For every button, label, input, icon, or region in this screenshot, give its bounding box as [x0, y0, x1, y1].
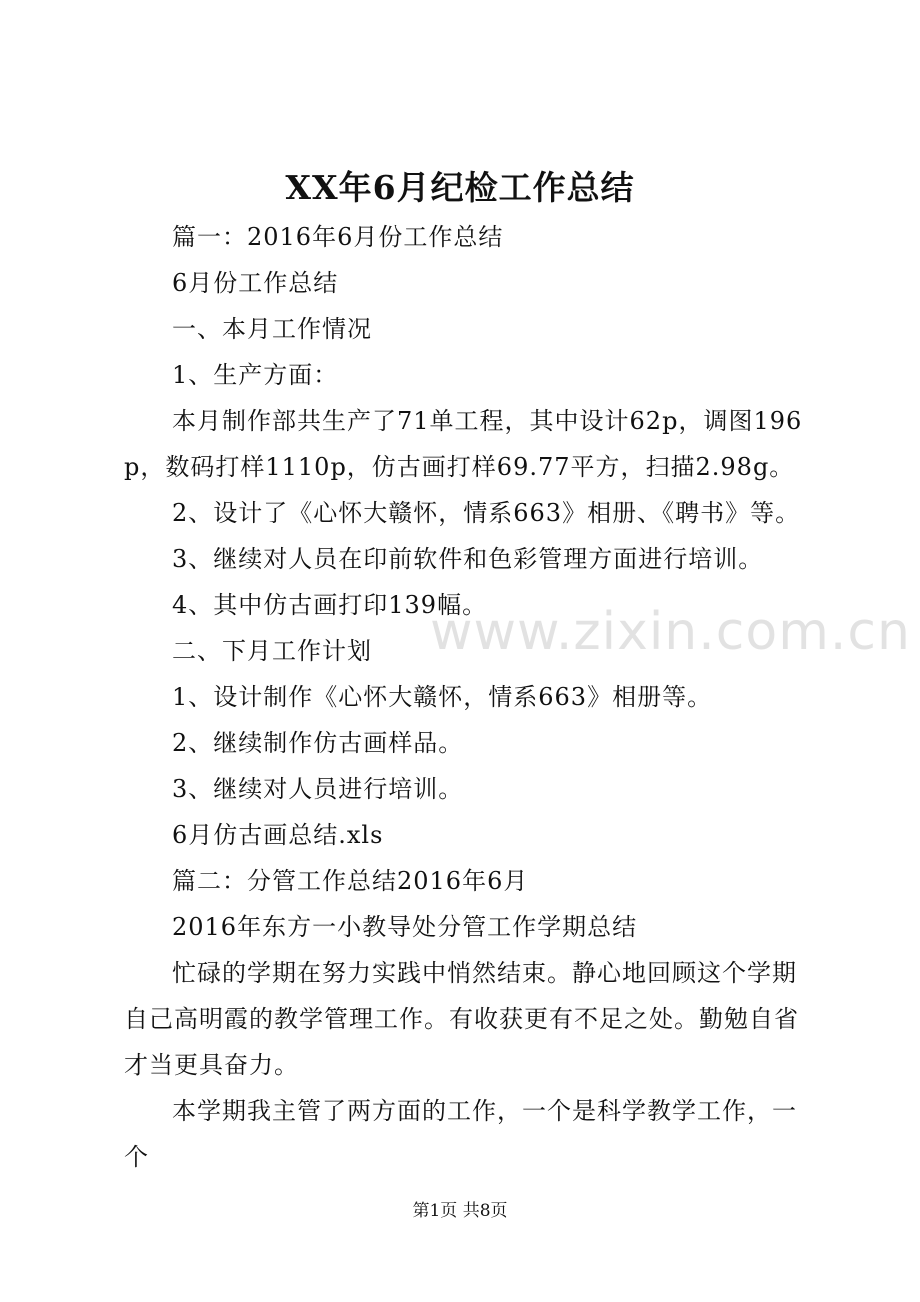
paragraph: 4、其中仿古画打印139幅。 — [172, 591, 488, 619]
page-footer: 第1页 共8页 — [412, 1201, 508, 1221]
document-body — [124, 214, 814, 1180]
paragraph: 一、本月工作情况 — [172, 315, 372, 343]
paragraph: 2、设计了《心怀大赣怀，情系663》相册、《聘书》等。 — [172, 499, 801, 527]
paragraph: 3、继续对人员进行培训。 — [172, 775, 464, 803]
paragraph: 6月仿古画总结.xls — [172, 821, 384, 849]
paragraph: 篇二：分管工作总结2016年6月 — [172, 867, 529, 895]
paragraph: 忙碌的学期在努力实践中悄然结束。静心地回顾这个学期自己高明霞的教学管理工作。有收获更有不足之处。勤勉自省才当更具奋力。 — [124, 959, 799, 1079]
paragraph: 本学期我主管了两方面的工作，一个是科学教学工作，一个 — [124, 1097, 797, 1171]
paragraph: 2、继续制作仿古画样品。 — [172, 729, 464, 757]
paragraph: 1、生产方面： — [172, 361, 339, 389]
paragraph: 2016年东方一小教导处分管工作学期总结 — [172, 913, 638, 941]
document-title: XX年6月纪检工作总结 — [285, 168, 635, 207]
paragraph: 二、下月工作计划 — [172, 637, 372, 665]
watermark: www.zixin.com.cn — [430, 602, 911, 662]
paragraph: 1、设计制作《心怀大赣怀，情系663》相册等。 — [172, 683, 713, 711]
paragraph: 3、继续对人员在印前软件和色彩管理方面进行培训。 — [172, 545, 764, 573]
paragraph: 篇一：2016年6月份工作总结 — [172, 223, 504, 251]
paragraph: 6月份工作总结 — [172, 269, 339, 297]
paragraph: 本月制作部共生产了71单工程，其中设计62p，调图196p，数码打样1110p，仿古画打样69.77平方，扫描2.98g。 — [124, 407, 803, 481]
